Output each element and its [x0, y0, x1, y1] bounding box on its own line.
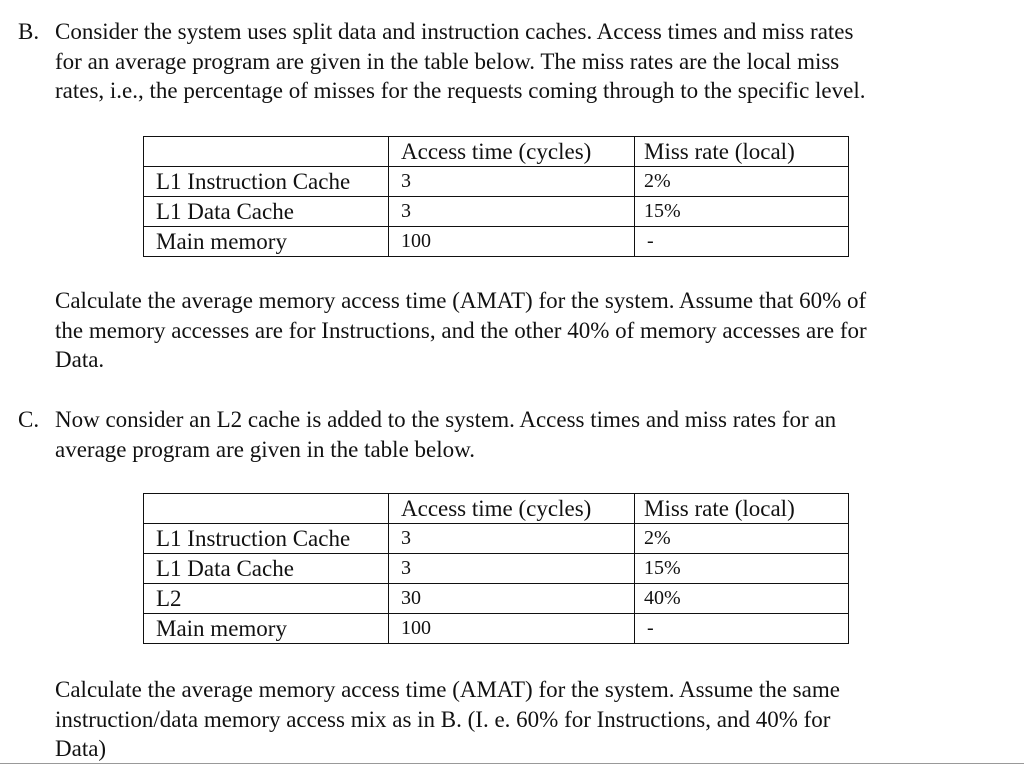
section-c-cache-table — [143, 493, 849, 644]
section-c-question-line-1: Calculate the average memory access time (AMAT) for the system. Assume the same — [55, 677, 840, 702]
header-cell-miss-rate: Miss rate (local) — [635, 137, 849, 167]
cell-access-time: 100 — [389, 227, 635, 257]
section-b-intro-line-1: Consider the system uses split data and instruction caches. Access times and miss rates — [55, 19, 854, 44]
cell-miss-rate: - — [635, 227, 849, 257]
section-c-intro-line-1: Now consider an L2 cache is added to the system. Access times and miss rates for an — [55, 407, 837, 432]
table-row — [144, 197, 849, 227]
header-cell-access-time: Access time (cycles) — [389, 137, 635, 167]
section-b-intro-line-2: for an average program are given in the table below. The miss rates are the local miss — [55, 48, 840, 74]
table-row — [144, 614, 849, 644]
table-row — [144, 584, 849, 614]
cell-miss-rate: 40% — [635, 584, 849, 614]
cell-miss-rate: 15% — [635, 197, 849, 227]
section-b-intro-line-3: rates, i.e., the percentage of misses for the requests coming through to the specific level. — [55, 78, 866, 103]
cell-miss-rate: 2% — [635, 167, 849, 197]
cell-miss-rate: - — [635, 614, 849, 644]
cell-access-time: 3 — [389, 524, 635, 554]
cell-access-time: 30 — [389, 584, 635, 614]
section-b-label: B. — [18, 19, 40, 44]
table-row — [144, 554, 849, 584]
cell-level: L1 Instruction Cache — [144, 524, 389, 554]
section-b-question-line-2: the memory accesses are for Instructions, and the other 40% of memory accesses are for — [55, 317, 867, 343]
cell-level: Main memory — [144, 227, 389, 257]
cell-level: L1 Instruction Cache — [144, 167, 389, 197]
header-cell-empty — [144, 137, 389, 167]
cell-access-time: 3 — [389, 554, 635, 584]
section-b-question-line-1: Calculate the average memory access time (AMAT) for the system. Assume that 60% of — [55, 288, 867, 313]
section-c-label: C. — [18, 407, 40, 432]
table-header-row — [144, 137, 849, 167]
header-cell-empty — [144, 494, 389, 524]
section-c-intro — [55, 405, 985, 464]
page-bottom-divider — [0, 763, 1024, 764]
cell-miss-rate: 15% — [635, 554, 849, 584]
header-cell-miss-rate: Miss rate (local) — [635, 494, 849, 524]
cell-miss-rate: 2% — [635, 524, 849, 554]
section-b-cache-table — [143, 136, 849, 257]
section-b-question — [55, 286, 985, 375]
section-b-intro — [55, 17, 985, 106]
cell-access-time: 3 — [389, 167, 635, 197]
cell-level: Main memory — [144, 614, 389, 644]
section-c-question-line-2: instruction/data memory access mix as in B. (I. e. 60% for Instructions, and 40% for — [55, 706, 831, 732]
section-c-question-line-3: Data) — [55, 736, 107, 761]
table-row — [144, 227, 849, 257]
table-row — [144, 167, 849, 197]
cell-access-time: 100 — [389, 614, 635, 644]
cell-level: L1 Data Cache — [144, 197, 389, 227]
table-row — [144, 524, 849, 554]
section-c-intro-line-2: average program are given in the table below. — [55, 436, 475, 462]
section-c-question — [55, 675, 985, 764]
header-cell-access-time: Access time (cycles) — [389, 494, 635, 524]
cell-access-time: 3 — [389, 197, 635, 227]
table-header-row — [144, 494, 849, 524]
cell-level: L2 — [144, 584, 389, 614]
section-b-question-line-3: Data. — [55, 347, 105, 372]
cell-level: L1 Data Cache — [144, 554, 389, 584]
